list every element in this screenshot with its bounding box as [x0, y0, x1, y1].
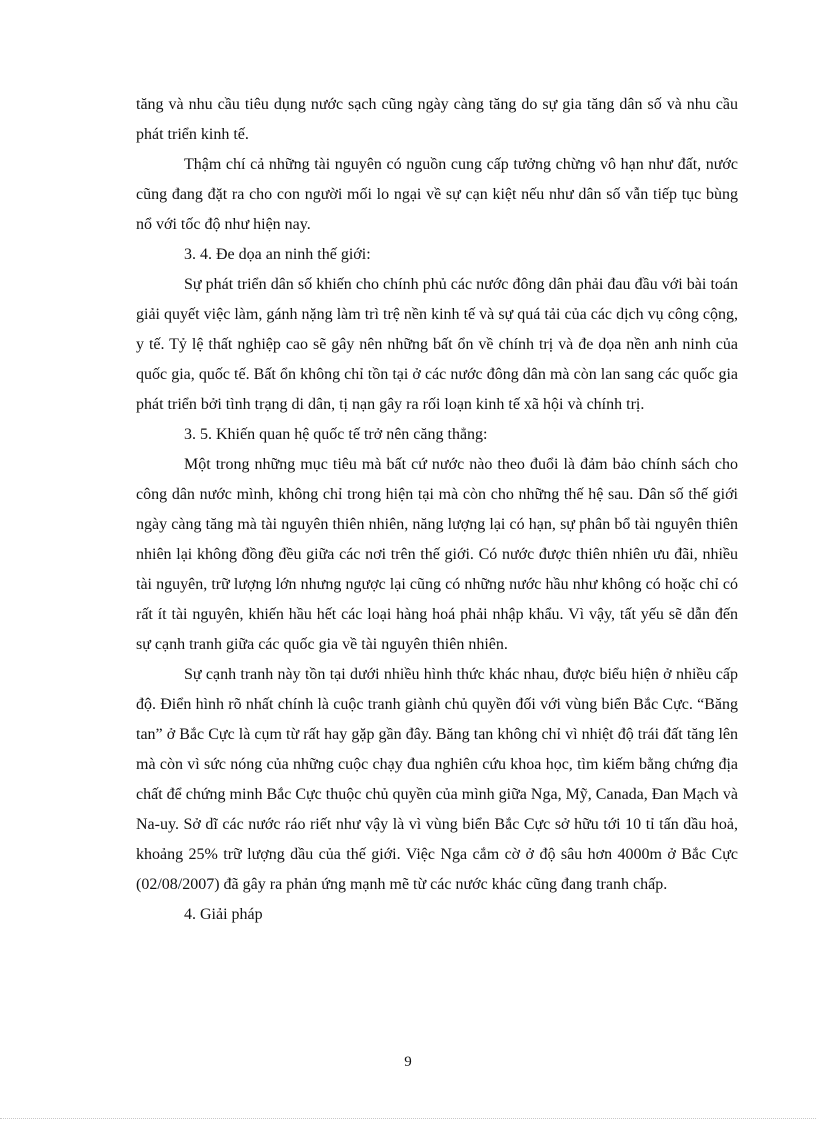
section-heading-3-5: 3. 5. Khiến quan hệ quốc tế trở nên căng thẳng:: [184, 426, 488, 443]
paragraph-resource-competition: Một trong những mục tiêu mà bất cứ nước nào theo đuổi là đảm bảo chính sách cho công dân nước mình, không chỉ trong hiện tại mà còn cho những thế hệ sau. Dân số thế giới ngày càng tăng mà tài nguyên thiên nhiên, năng lượng lại có hạn, sự phân bổ tài nguyên thiên nhiên lại không đồng đều giữa các nơi trên thế giới. Có nước được thiên nhiên ưu đãi, nhiều tài nguyên, trữ lượng lớn nhưng ngược lại cũng có những nước hầu như không có hoặc chỉ có rất ít tài nguyên, khiến hầu hết các loại hàng hoá phải nhập khẩu. Vì vậy, tất yếu sẽ dẫn đến sự cạnh tranh giữa các quốc gia về tài nguyên thiên nhiên.: [136, 456, 738, 653]
section-heading-4: 4. Giải pháp: [184, 906, 263, 923]
page-bottom-divider: [0, 1118, 816, 1119]
paragraph-arctic-dispute: Sự cạnh tranh này tồn tại dưới nhiều hình thức khác nhau, được biểu hiện ở nhiều cấp độ. Điển hình rõ nhất chính là cuộc tranh giành chủ quyền đối với vùng biển Bắc Cực. “Băng tan” ở Bắc Cực là cụm từ rất hay gặp gần đây. Băng tan không chỉ vì nhiệt độ trái đất tăng lên mà còn vì sức nóng của những cuộc chạy đua nghiên cứu khoa học, tìm kiếm bằng chứng địa chất để chứng minh Bắc Cực thuộc chủ quyền của mình giữa Nga, Mỹ, Canada, Đan Mạch và Na-uy. Sở dĩ các nước ráo riết như vậy là vì vùng biển Bắc Cực sở hữu tới 10 tỉ tấn dầu hoả, khoảng 25% trữ lượng dầu của thế giới. Việc Nga cắm cờ ở độ sâu hơn 4000m ở Bắc Cực (02/08/2007) đã gây ra phản ứng mạnh mẽ từ các nước khác cũng đang tranh chấp.: [136, 666, 738, 893]
paragraph-resource-depletion: Thậm chí cả những tài nguyên có nguồn cung cấp tưởng chừng vô hạn như đất, nước cũng đang đặt ra cho con người mối lo ngại về sự cạn kiệt nếu như dân số vẫn tiếp tục bùng nổ với tốc độ như hiện nay.: [136, 156, 738, 233]
paragraph-water-demand: tăng và nhu cầu tiêu dụng nước sạch cũng ngày càng tăng do sự gia tăng dân số và nhu cầu phát triển kinh tế.: [136, 96, 738, 143]
page-body: [136, 90, 738, 930]
section-heading-3-4: 3. 4. Đe dọa an ninh thế giới:: [184, 246, 371, 263]
page-number: 9: [404, 1054, 412, 1070]
paragraph-security-threat: Sự phát triển dân số khiến cho chính phủ các nước đông dân phải đau đầu với bài toán giải quyết việc làm, gánh nặng làm trì trệ nền kinh tế và sự quá tải của các dịch vụ công cộng, y tế. Tỷ lệ thất nghiệp cao sẽ gây nên những bất ổn về chính trị và đe dọa nền anh ninh của quốc gia, quốc tế. Bất ổn không chỉ tồn tại ở các nước đông dân mà còn lan sang các quốc gia phát triển bởi tình trạng di dân, tị nạn gây ra rối loạn kinh tế xã hội và chính trị.: [136, 276, 738, 413]
